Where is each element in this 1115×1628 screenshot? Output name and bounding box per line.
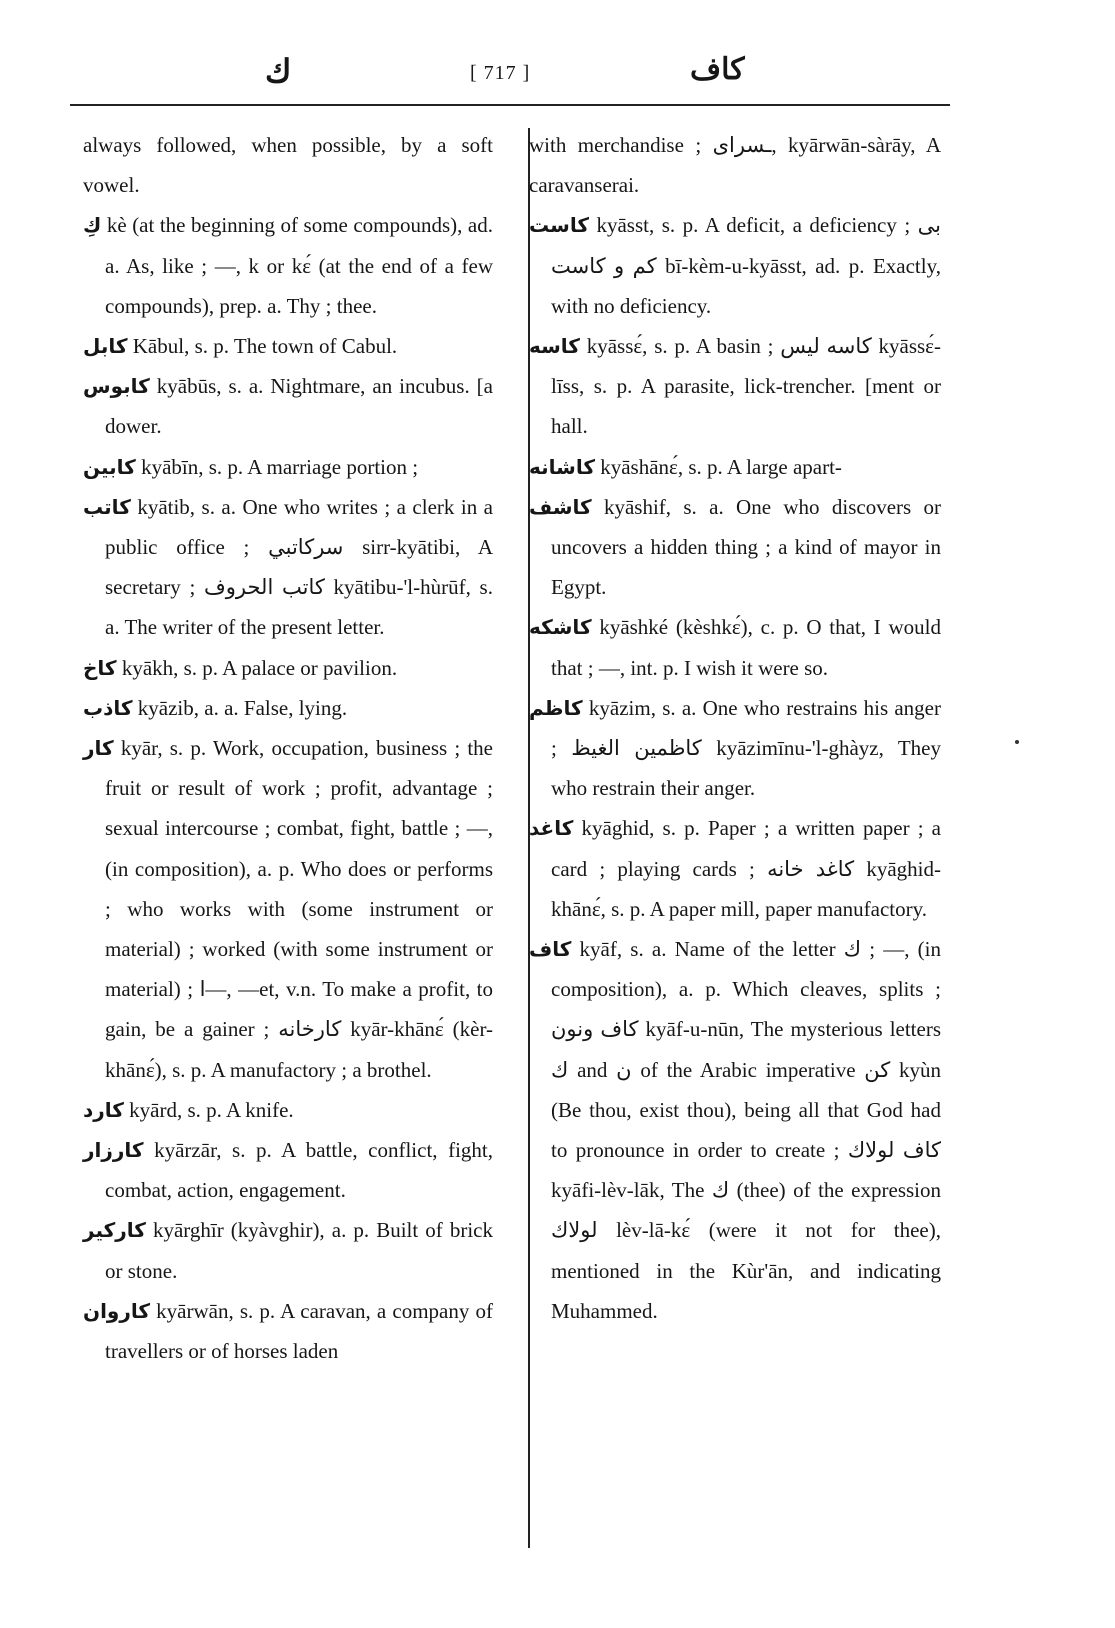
dictionary-entry: كِ kè (at the beginning of some compounds), ad. a. As, like ; —, k or kɛ́ (at the end of a few compounds), prep. a. Thy ; thee.	[83, 213, 494, 318]
header-title: كاف	[690, 52, 745, 87]
dictionary-entry: كاشانه kyāshānɛ́, s. p. A large apart-	[529, 454, 842, 479]
dictionary-entry: كاتب kyātib, s. a. One who writes ; a clerk in a public office ; سركاتبي sirr-kyātibi, A secretary ; كاتب الحروف kyātibu-'l-hùrūf, s. a. The writer of the present letter.	[83, 494, 493, 640]
dictionary-entry: كارد kyārd, s. p. A knife.	[83, 1097, 294, 1122]
dictionary-entry: كارزار kyārzār, s. p. A battle, conflict, fight, combat, action, engagement.	[83, 1138, 494, 1203]
dictionary-entry: كاظم kyāzim, s. a. One who restrains his anger ; كاظمين الغيظ kyāzimīnu-'l-ghàyz, They who restrain their anger.	[529, 695, 941, 801]
header-rule	[70, 104, 950, 106]
speck-mark	[1015, 740, 1019, 744]
right-column	[529, 125, 941, 1331]
dictionary-entry: كابل Kābul, s. p. The town of Cabul.	[83, 334, 398, 359]
dictionary-entry: كاست kyāsst, s. p. A deficit, a deficiency ; بى كم و كاست bī-kèm-u-kyāsst, ad. p. Exactly, with no deficiency.	[529, 213, 942, 318]
dictionary-entry: كاروان kyārwān, s. p. A caravan, a company of travellers or of horses laden	[83, 1298, 494, 1364]
dictionary-entry: كاخ kyākh, s. p. A palace or pavilion.	[83, 655, 398, 680]
page-header	[70, 52, 950, 100]
page-number: [ 717 ]	[470, 62, 531, 84]
dictionary-entry: كاشف kyāshif, s. a. One who discovers or uncovers a hidden thing ; a kind of mayor in Egypt.	[529, 494, 942, 600]
dictionary-entry: always followed, when possible, by a soft vowel.	[83, 133, 493, 198]
dictionary-entry: كاغد kyāghid, s. p. Paper ; a written paper ; a card ; playing cards ; كاغد خانه kyāghid-khānɛ́, s. p. A paper mill, paper manufactory.	[529, 816, 942, 921]
dictionary-entry: كار kyār, s. p. Work, occupation, business ; the fruit or result of work ; profit, advantage ; sexual intercourse ; combat, fight, battle ; —, (in composition), a. p. Who does or performs ; who works with (some instrument or material) ; worked (with some instrument or material) ; ‎ا—, —et, v.n. To make a profit, to gain, be a gainer ; كارخانه kyār-khānɛ́ (kèr-khānɛ́), s. p. A manufactory ; a brothel.	[83, 736, 494, 1082]
dictionary-entry: كاف kyāf, s. a. Name of the letter ك ; —, (in composition), a. p. Which cleaves, splits ; كاف ونون kyāf-u-nūn, The mysterious letters ك and ن of the Arabic imperative كن kyùn (Be thou, exist thou), being all that God had to pronounce in order to create ; كاف لولاك kyāfi-lèv-lāk, The ك (thee) of the expression لولاك lèv-lā-kɛ́ (were it not for thee), mentioned in the Kùr'ān, and indicating Muhammed.	[529, 937, 942, 1323]
dictionary-entry: with merchandise ; ـسراى, kyārwān-sàrāy, A caravanserai.	[529, 133, 941, 198]
dictionary-entry: كابين kyābīn, s. p. A marriage portion ;	[83, 454, 419, 479]
dictionary-entry: كاركير kyārghīr (kyàvghir), a. p. Built of brick or stone.	[83, 1218, 494, 1283]
dictionary-entry: كابوس kyābūs, s. a. Nightmare, an incubus. [a dower.	[83, 374, 494, 439]
left-column	[83, 125, 493, 1371]
header-letter: ك	[265, 52, 292, 90]
dictionary-entry: كاشكه kyāshké (kèshkɛ́), c. p. O that, I would that ; —, int. p. I wish it were so.	[529, 615, 941, 680]
dictionary-entry: كاذب kyāzib, a. a. False, lying.	[83, 695, 348, 720]
dictionary-entry: كاسه kyāssɛ́, s. p. A basin ; كاسه ليس kyāssɛ́-līss, s. p. A parasite, lick-trencher. [ment or hall.	[529, 334, 941, 439]
